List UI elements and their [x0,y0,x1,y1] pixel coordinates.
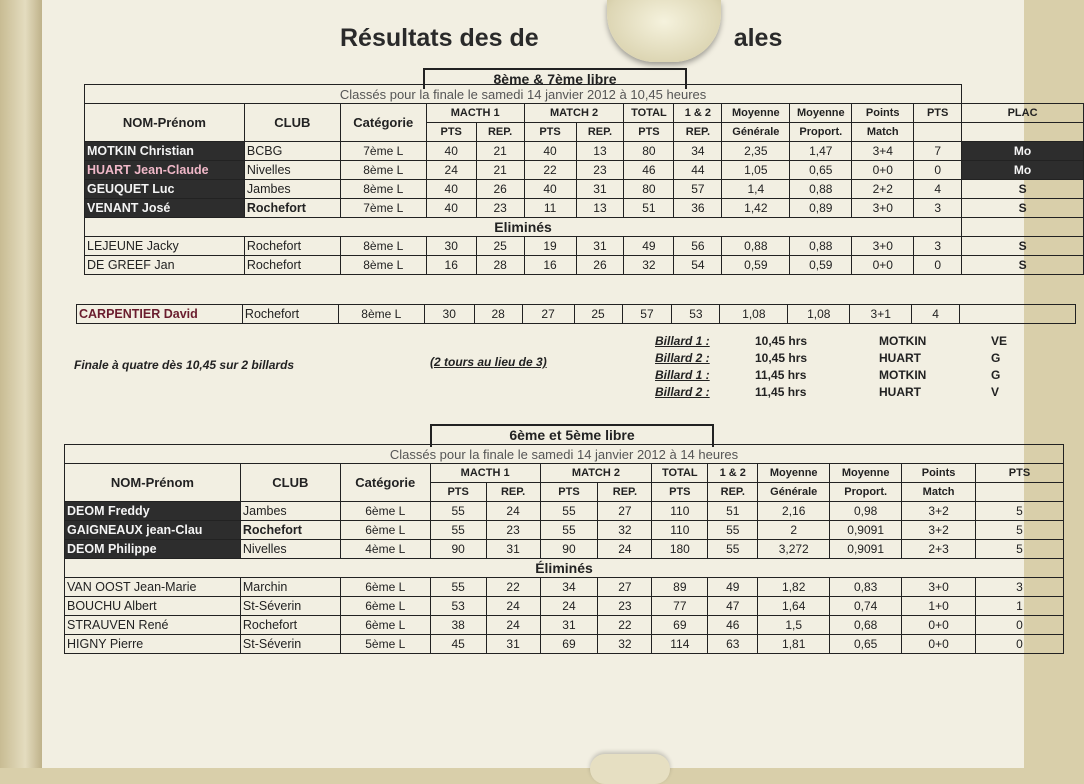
match1-pts: 45 [430,635,486,654]
header-moyenne-generale: Moyenne [758,464,830,483]
match1-pts: 40 [426,142,476,161]
moyenne-generale: 1,42 [722,199,790,218]
header-match1: MACTH 1 [426,104,524,123]
moyenne-proport: 0,65 [790,161,852,180]
table-row [65,597,1064,616]
moyenne-proport: 0,98 [830,502,902,521]
billard-opponent: G [991,367,1001,382]
total-rep: 56 [674,237,722,256]
match2-rep: 24 [598,540,652,559]
table-row [65,521,1064,540]
billard-time: 10,45 hrs [755,350,808,365]
pts-value: 4 [912,305,960,324]
match2-pts: 27 [522,305,574,324]
player-name: CARPENTIER David [77,305,243,324]
table-row [65,616,1064,635]
elimines-label: Eliminés [85,218,962,237]
billard-time: 10,45 hrs [755,333,808,348]
match2-rep: 27 [598,502,652,521]
header-points: Points [902,464,976,483]
total-pts: 46 [624,161,674,180]
points-match: 3+0 [852,237,914,256]
header-proport: Proport. [790,123,852,142]
player-categorie: 6ème L [340,521,430,540]
billard-opponent: VE [991,333,1008,348]
total-rep: 55 [708,521,758,540]
billard-opponent: G [991,350,1001,365]
match2-pts: 11 [524,199,576,218]
player-club: Rochefort [240,521,340,540]
section1-title: 8ème & 7ème libre [423,68,687,89]
total-pts: 69 [652,616,708,635]
total-pts: 110 [652,521,708,540]
billard-opponent: V [991,384,1000,399]
player-categorie: 7ème L [340,199,426,218]
billard-label: Billard 2 : [655,384,710,399]
results-sheet [42,0,1038,768]
place-value: S [962,237,1084,256]
points-match: 0+0 [852,161,914,180]
player-club: BCBG [244,142,340,161]
table-row [65,502,1064,521]
match1-pts: 38 [430,616,486,635]
billard-label: Billard 2 : [655,350,710,365]
moyenne-proport: 0,88 [790,237,852,256]
player-name: HUART Jean-Claude [85,161,245,180]
match1-rep: 24 [486,616,540,635]
moyenne-proport: 0,59 [790,256,852,275]
player-name: HIGNY Pierre [65,635,241,654]
billard-player: HUART [879,350,921,365]
match2-rep: 13 [576,142,624,161]
total-rep: 49 [708,578,758,597]
points-match: 3+2 [902,502,976,521]
moyenne-generale: 1,81 [758,635,830,654]
match2-rep: 32 [598,635,652,654]
player-categorie: 8ème L [340,161,426,180]
match1-pts: 55 [430,578,486,597]
match2-pts: 24 [540,597,598,616]
player-name: DEOM Philippe [65,540,241,559]
pts-value: 5 [976,540,1064,559]
total-rep: 57 [674,180,722,199]
total-pts: 77 [652,597,708,616]
header-match2: MATCH 2 [540,464,652,483]
moyenne-generale: 1,05 [722,161,790,180]
table-row [65,540,1064,559]
total-pts: 51 [624,199,674,218]
magnet [590,754,670,784]
match1-rep: 21 [476,142,524,161]
player-name: VAN OOST Jean-Marie [65,578,241,597]
match1-pts: 24 [426,161,476,180]
total-pts: 110 [652,502,708,521]
match2-pts: 31 [540,616,598,635]
moyenne-proport: 0,88 [790,180,852,199]
header-rep: REP. [576,123,624,142]
total-rep: 44 [674,161,722,180]
match1-rep: 28 [476,256,524,275]
moyenne-generale: 1,5 [758,616,830,635]
table-row [85,199,1084,218]
header-1-2: 1 & 2 [674,104,722,123]
tours-note: (2 tours au lieu de 3) [430,355,547,369]
player-club: Nivelles [244,161,340,180]
player-club: Marchin [240,578,340,597]
table-row [85,256,1084,275]
match2-pts: 69 [540,635,598,654]
header-rep: REP. [598,483,652,502]
match1-pts: 40 [426,199,476,218]
match1-rep: 23 [476,199,524,218]
match1-pts: 16 [426,256,476,275]
match2-rep: 31 [576,180,624,199]
total-rep: 55 [708,540,758,559]
points-match: 2+2 [852,180,914,199]
moyenne-generale: 3,272 [758,540,830,559]
header-pts: PTS [426,123,476,142]
moyenne-proport: 0,74 [830,597,902,616]
header-rep: REP. [476,123,524,142]
match1-rep: 26 [476,180,524,199]
schedule-row [649,383,1013,400]
points-match: 1+0 [902,597,976,616]
section2-title: 6ème et 5ème libre [430,424,714,447]
header-pts: PTS [540,483,598,502]
schedule-row [649,349,1013,366]
match1-rep: 24 [486,597,540,616]
header-total: TOTAL [624,104,674,123]
total-pts: 114 [652,635,708,654]
header-rep: REP. [486,483,540,502]
header-categorie: Catégorie [340,104,426,142]
schedule-row [649,366,1013,383]
place-value: S [962,256,1084,275]
player-categorie: 8ème L [340,180,426,199]
match2-pts: 22 [524,161,576,180]
total-pts: 49 [624,237,674,256]
match1-pts: 30 [424,305,474,324]
header-club: CLUB [240,464,340,502]
player-categorie: 4ème L [340,540,430,559]
total-rep: 46 [708,616,758,635]
player-categorie: 7ème L [340,142,426,161]
place-value: S [962,199,1084,218]
table-row [65,635,1064,654]
player-categorie: 8ème L [340,256,426,275]
player-club: Rochefort [244,237,340,256]
header-proport: Proport. [830,483,902,502]
place-value: Mo [962,142,1084,161]
moyenne-generale: 2,16 [758,502,830,521]
header-moyenne-proport: Moyenne [830,464,902,483]
total-pts: 80 [624,180,674,199]
pts-value: 3 [914,237,962,256]
match1-rep: 28 [474,305,522,324]
player-name: STRAUVEN René [65,616,241,635]
points-match: 3+0 [902,578,976,597]
table-row [85,161,1084,180]
header-pts: PTS [652,483,708,502]
pts-value: 0 [976,635,1064,654]
moyenne-generale: 0,59 [722,256,790,275]
points-match: 3+4 [852,142,914,161]
schedule-row [649,332,1013,349]
header-match: Match [902,483,976,502]
moyenne-proport: 0,83 [830,578,902,597]
points-match: 3+2 [902,521,976,540]
section2-subtitle: Classés pour la finale le samedi 14 janvier 2012 à 14 heures [65,445,1064,464]
moyenne-generale: 1,4 [722,180,790,199]
player-club: St-Séverin [240,597,340,616]
player-name: MOTKIN Christian [85,142,245,161]
finale-note: Finale à quatre dès 10,45 sur 2 billards [74,358,295,372]
match1-rep: 23 [486,521,540,540]
moyenne-generale: 0,88 [722,237,790,256]
pts-value: 3 [914,199,962,218]
match1-pts: 90 [430,540,486,559]
billard-player: HUART [879,384,921,399]
pts-value: 7 [914,142,962,161]
moyenne-proport: 1,08 [788,305,850,324]
player-categorie: 6ème L [340,578,430,597]
header-moyenne-proport: Moyenne [790,104,852,123]
header-club: CLUB [244,104,340,142]
billard-label: Billard 1 : [655,333,710,348]
match1-rep: 24 [486,502,540,521]
total-rep: 36 [674,199,722,218]
total-pts: 57 [622,305,672,324]
player-categorie: 8ème L [340,237,426,256]
player-categorie: 6ème L [340,597,430,616]
match2-pts: 55 [540,502,598,521]
match2-rep: 31 [576,237,624,256]
points-match: 2+3 [902,540,976,559]
header-1-2: 1 & 2 [708,464,758,483]
results-table-6-5 [64,444,1064,654]
billard-time: 11,45 hrs [755,384,807,399]
player-club: Rochefort [242,305,338,324]
moyenne-proport: 0,65 [830,635,902,654]
header-generale: Générale [758,483,830,502]
match2-rep: 32 [598,521,652,540]
match2-pts: 40 [524,180,576,199]
total-rep: 54 [674,256,722,275]
pts-value: 5 [976,521,1064,540]
header-rep: REP. [708,483,758,502]
match1-rep: 25 [476,237,524,256]
player-club: St-Séverin [240,635,340,654]
pts-value: 0 [976,616,1064,635]
total-rep: 34 [674,142,722,161]
header-pts: PTS [430,483,486,502]
points-match: 0+0 [902,616,976,635]
moyenne-generale: 1,82 [758,578,830,597]
match1-pts: 55 [430,521,486,540]
page-title: Résultats des de ales [340,24,783,52]
header-name: NOM-Prénom [85,104,245,142]
match2-pts: 55 [540,521,598,540]
match1-rep: 31 [486,540,540,559]
match1-pts: 40 [426,180,476,199]
header-rep: REP. [674,123,722,142]
player-club: Jambes [240,502,340,521]
total-pts: 89 [652,578,708,597]
moyenne-proport: 0,89 [790,199,852,218]
pts-value: 0 [914,161,962,180]
player-name: BOUCHU Albert [65,597,241,616]
player-categorie: 6ème L [340,616,430,635]
results-table-8-7 [84,84,1084,275]
points-match: 0+0 [852,256,914,275]
points-match: 3+1 [850,305,912,324]
match2-rep: 27 [598,578,652,597]
pts-value: 4 [914,180,962,199]
table-row [65,578,1064,597]
match1-rep: 21 [476,161,524,180]
player-name: DE GREEF Jan [85,256,245,275]
billard-label: Billard 1 : [655,367,710,382]
points-match: 0+0 [902,635,976,654]
billard-time: 11,45 hrs [755,367,807,382]
header-generale: Générale [722,123,790,142]
player-club: Nivelles [240,540,340,559]
header-pts: PTS [976,464,1064,483]
elimines-label: Éliminés [65,559,1064,578]
player-name: GAIGNEAUX jean-Clau [65,521,241,540]
pts-value: 3 [976,578,1064,597]
moyenne-generale: 1,08 [720,305,788,324]
player-name: GEUQUET Luc [85,180,245,199]
match2-rep: 23 [576,161,624,180]
player-categorie: 8ème L [338,305,424,324]
player-club: Rochefort [244,256,340,275]
moyenne-generale: 1,64 [758,597,830,616]
total-pts: 180 [652,540,708,559]
match2-pts: 19 [524,237,576,256]
header-pts: PTS [624,123,674,142]
moyenne-generale: 2 [758,521,830,540]
moyenne-proport: 0,9091 [830,540,902,559]
total-rep: 63 [708,635,758,654]
pts-value: 1 [976,597,1064,616]
table-row [85,180,1084,199]
match1-pts: 53 [430,597,486,616]
player-club: Jambes [244,180,340,199]
match2-pts: 16 [524,256,576,275]
player-categorie: 5ème L [340,635,430,654]
moyenne-proport: 1,47 [790,142,852,161]
player-club: Rochefort [244,199,340,218]
moyenne-proport: 0,9091 [830,521,902,540]
player-club: Rochefort [240,616,340,635]
match2-rep: 23 [598,597,652,616]
table-row [85,237,1084,256]
header-name: NOM-Prénom [65,464,241,502]
match1-pts: 30 [426,237,476,256]
billard-player: MOTKIN [879,333,927,348]
header-moyenne-generale: Moyenne [722,104,790,123]
match2-rep: 25 [574,305,622,324]
match2-rep: 13 [576,199,624,218]
match2-rep: 22 [598,616,652,635]
billard-schedule [649,332,1013,400]
place-value: Mo [962,161,1084,180]
billard-player: MOTKIN [879,367,927,382]
place-value: S [962,180,1084,199]
match1-rep: 31 [486,635,540,654]
header-total: TOTAL [652,464,708,483]
match2-pts: 34 [540,578,598,597]
header-pts: PTS [524,123,576,142]
header-points: Points [852,104,914,123]
match1-pts: 55 [430,502,486,521]
table-row [85,142,1084,161]
match2-pts: 40 [524,142,576,161]
match1-rep: 22 [486,578,540,597]
header-place: PLAC [962,104,1084,123]
header-match2: MATCH 2 [524,104,624,123]
table-row [77,305,1076,324]
moyenne-generale: 2,35 [722,142,790,161]
pts-value: 5 [976,502,1064,521]
header-pts: PTS [914,104,962,123]
whiteboard-frame [0,0,42,768]
total-pts: 80 [624,142,674,161]
moyenne-proport: 0,68 [830,616,902,635]
points-match: 3+0 [852,199,914,218]
player-name: LEJEUNE Jacky [85,237,245,256]
match2-pts: 90 [540,540,598,559]
player-name: DEOM Freddy [65,502,241,521]
player-name: VENANT José [85,199,245,218]
total-rep: 47 [708,597,758,616]
pts-value: 0 [914,256,962,275]
total-rep: 51 [708,502,758,521]
header-categorie: Catégorie [340,464,430,502]
match2-rep: 26 [576,256,624,275]
carpentier-row-table [76,304,1076,324]
total-pts: 32 [624,256,674,275]
section1-subtitle: Classés pour la finale le samedi 14 janvier 2012 à 10,45 heures [85,85,962,104]
total-rep: 53 [672,305,720,324]
header-match1: MACTH 1 [430,464,540,483]
player-categorie: 6ème L [340,502,430,521]
header-match: Match [852,123,914,142]
